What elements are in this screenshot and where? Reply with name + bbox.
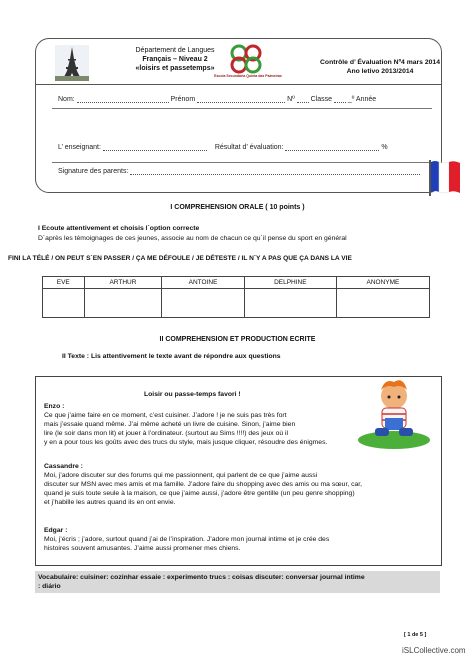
section-1-subtitle: I Ecoute attentivement et choisis l´option correcte <box>38 225 200 232</box>
percent-label: % <box>381 144 388 151</box>
answer-cell[interactable] <box>244 289 336 318</box>
nom-field[interactable] <box>77 96 169 103</box>
worksheet-topic: «loisirs et passetemps» <box>135 65 215 72</box>
answer-cell[interactable] <box>84 289 162 318</box>
names-table <box>42 276 430 318</box>
answer-cell[interactable] <box>43 289 85 318</box>
annee-label: _º Année <box>347 96 377 103</box>
edgar-name: Edgar : <box>44 527 68 534</box>
result-field[interactable] <box>285 144 379 151</box>
header-divider <box>35 84 442 85</box>
section-1-instruction: D´après les témoignages de ces jeunes, associe au nom de chacun ce qu´il pense du sport en général <box>38 235 347 242</box>
classe-field[interactable] <box>334 96 346 103</box>
department-name: Département de Langues <box>135 47 215 54</box>
classe-label: Classe <box>310 96 332 103</box>
answers-row <box>43 289 430 318</box>
enzo-name: Enzo : <box>44 403 65 410</box>
vocabulary-box <box>35 571 440 593</box>
edgar-paragraph <box>44 526 439 553</box>
section-2-subtitle: II Texte : Lis attentivement le texte avant de répondre aux questions <box>62 353 281 360</box>
school-year: Ano letivo 2013/2014 <box>346 68 414 75</box>
site-brand: iSLCollective.com <box>402 646 466 655</box>
enzo-line: lire (le soir dans mon lit) et jouer à l’ordinateur. (surtout au Sims !!!!) des jeux où il <box>44 430 289 437</box>
vocabulary-line: : diário <box>38 583 61 590</box>
name-arthur: ARTHUR <box>84 277 162 289</box>
signature-field[interactable] <box>130 168 420 175</box>
cassandre-paragraph <box>44 462 439 507</box>
row-divider <box>52 108 432 109</box>
page-number: [ 1 de 5 ] <box>404 632 427 638</box>
enzo-line: mais j’essaie quand même. J’ai même acheté un livre de cuisine. Sinon, j’aime bien <box>44 421 296 428</box>
course-level: Français – Niveau 2 <box>142 56 208 63</box>
enzo-paragraph <box>44 402 354 447</box>
row-divider <box>52 162 432 163</box>
prenom-label: Prénom <box>170 96 196 103</box>
teacher-row <box>58 144 388 151</box>
enzo-line: Ce que j’aime faire en ce moment, c’est cuisiner. J’adore ! je ne suis pas très fort <box>44 412 287 419</box>
edgar-line: histoires souvent amusantes. J’aime aussi promener mes chiens. <box>44 545 241 552</box>
name-delphine: DELPHINE <box>244 277 336 289</box>
name-anonyme: ANONYME <box>336 277 429 289</box>
french-flag-icon <box>429 160 461 196</box>
cassandre-line: Moi, j’adore discuter sur des forums qui me passionnent, qui parlent de ce que j’aime aussi <box>44 472 318 479</box>
numero-label: Nº <box>287 96 295 103</box>
nom-label: Nom: <box>58 96 75 103</box>
section-2-title: II COMPREHENSION ET PRODUCTION ECRITE <box>159 336 316 343</box>
signature-label: Signature des parents: <box>58 168 129 175</box>
numero-field[interactable] <box>297 96 309 103</box>
sport-options: FINI LA TÉLÉ / ON PEUT S´EN PASSER / ÇA ME DÉFOULE / JE DÉTESTE / IL N´Y A PAS QUE ÇA DANS LA VIE <box>8 255 352 262</box>
name-antoine: ANTOINE <box>162 277 244 289</box>
school-name: Escola Secundária Quinta das Palmeiras <box>214 74 282 78</box>
name-eve: EVE <box>43 277 85 289</box>
control-title: Contrôle d’ Évaluation Nº4 mars 2014 <box>320 59 440 66</box>
vocabulary-line: Vocabulaire: cuisiner: cozinhar essaie : experimento trucs : coisas discuter: conversar journal intime <box>38 574 365 581</box>
boy-reading-icon <box>355 378 433 450</box>
enzo-line: y en a pour tous les goûts avec des trucs du style, mais jusque cliquer, résoudre des énigmes. <box>44 439 328 446</box>
prenom-field[interactable] <box>197 96 285 103</box>
control-info <box>295 58 465 76</box>
cassandre-line: et j’habille les autres quand ils en ont envie. <box>44 499 176 506</box>
answer-cell[interactable] <box>336 289 429 318</box>
answer-cell[interactable] <box>162 289 244 318</box>
teacher-field[interactable] <box>103 144 207 151</box>
names-header-row <box>43 277 430 289</box>
section-1-title: I COMPREHENSION ORALE ( 10 points ) <box>170 204 305 211</box>
teacher-label: L’ enseignant: <box>58 144 101 151</box>
cassandre-line: quand je suis toute seule à la maison, ce que j’aime aussi, j’adore être gentille (un peu genre shopping) <box>44 490 355 497</box>
text-title: Loisir ou passe-temps favori ! <box>144 391 241 398</box>
cassandre-name: Cassandre : <box>44 463 83 470</box>
cassandre-line: discuter sur MSN avec mes amis et ma famille. J’adore faire du shopping avec des amis ou ma sœur, car, <box>44 481 363 488</box>
student-info-row <box>58 96 376 103</box>
signature-row <box>58 168 420 175</box>
school-logo-icon <box>226 44 270 74</box>
edgar-line: Moi, j’écris ; j’adore, surtout quand j’ai de l’inspiration. J’adore mon journal intime et je crée des <box>44 536 330 543</box>
result-label: Résultat d’ évaluation: <box>214 144 284 151</box>
